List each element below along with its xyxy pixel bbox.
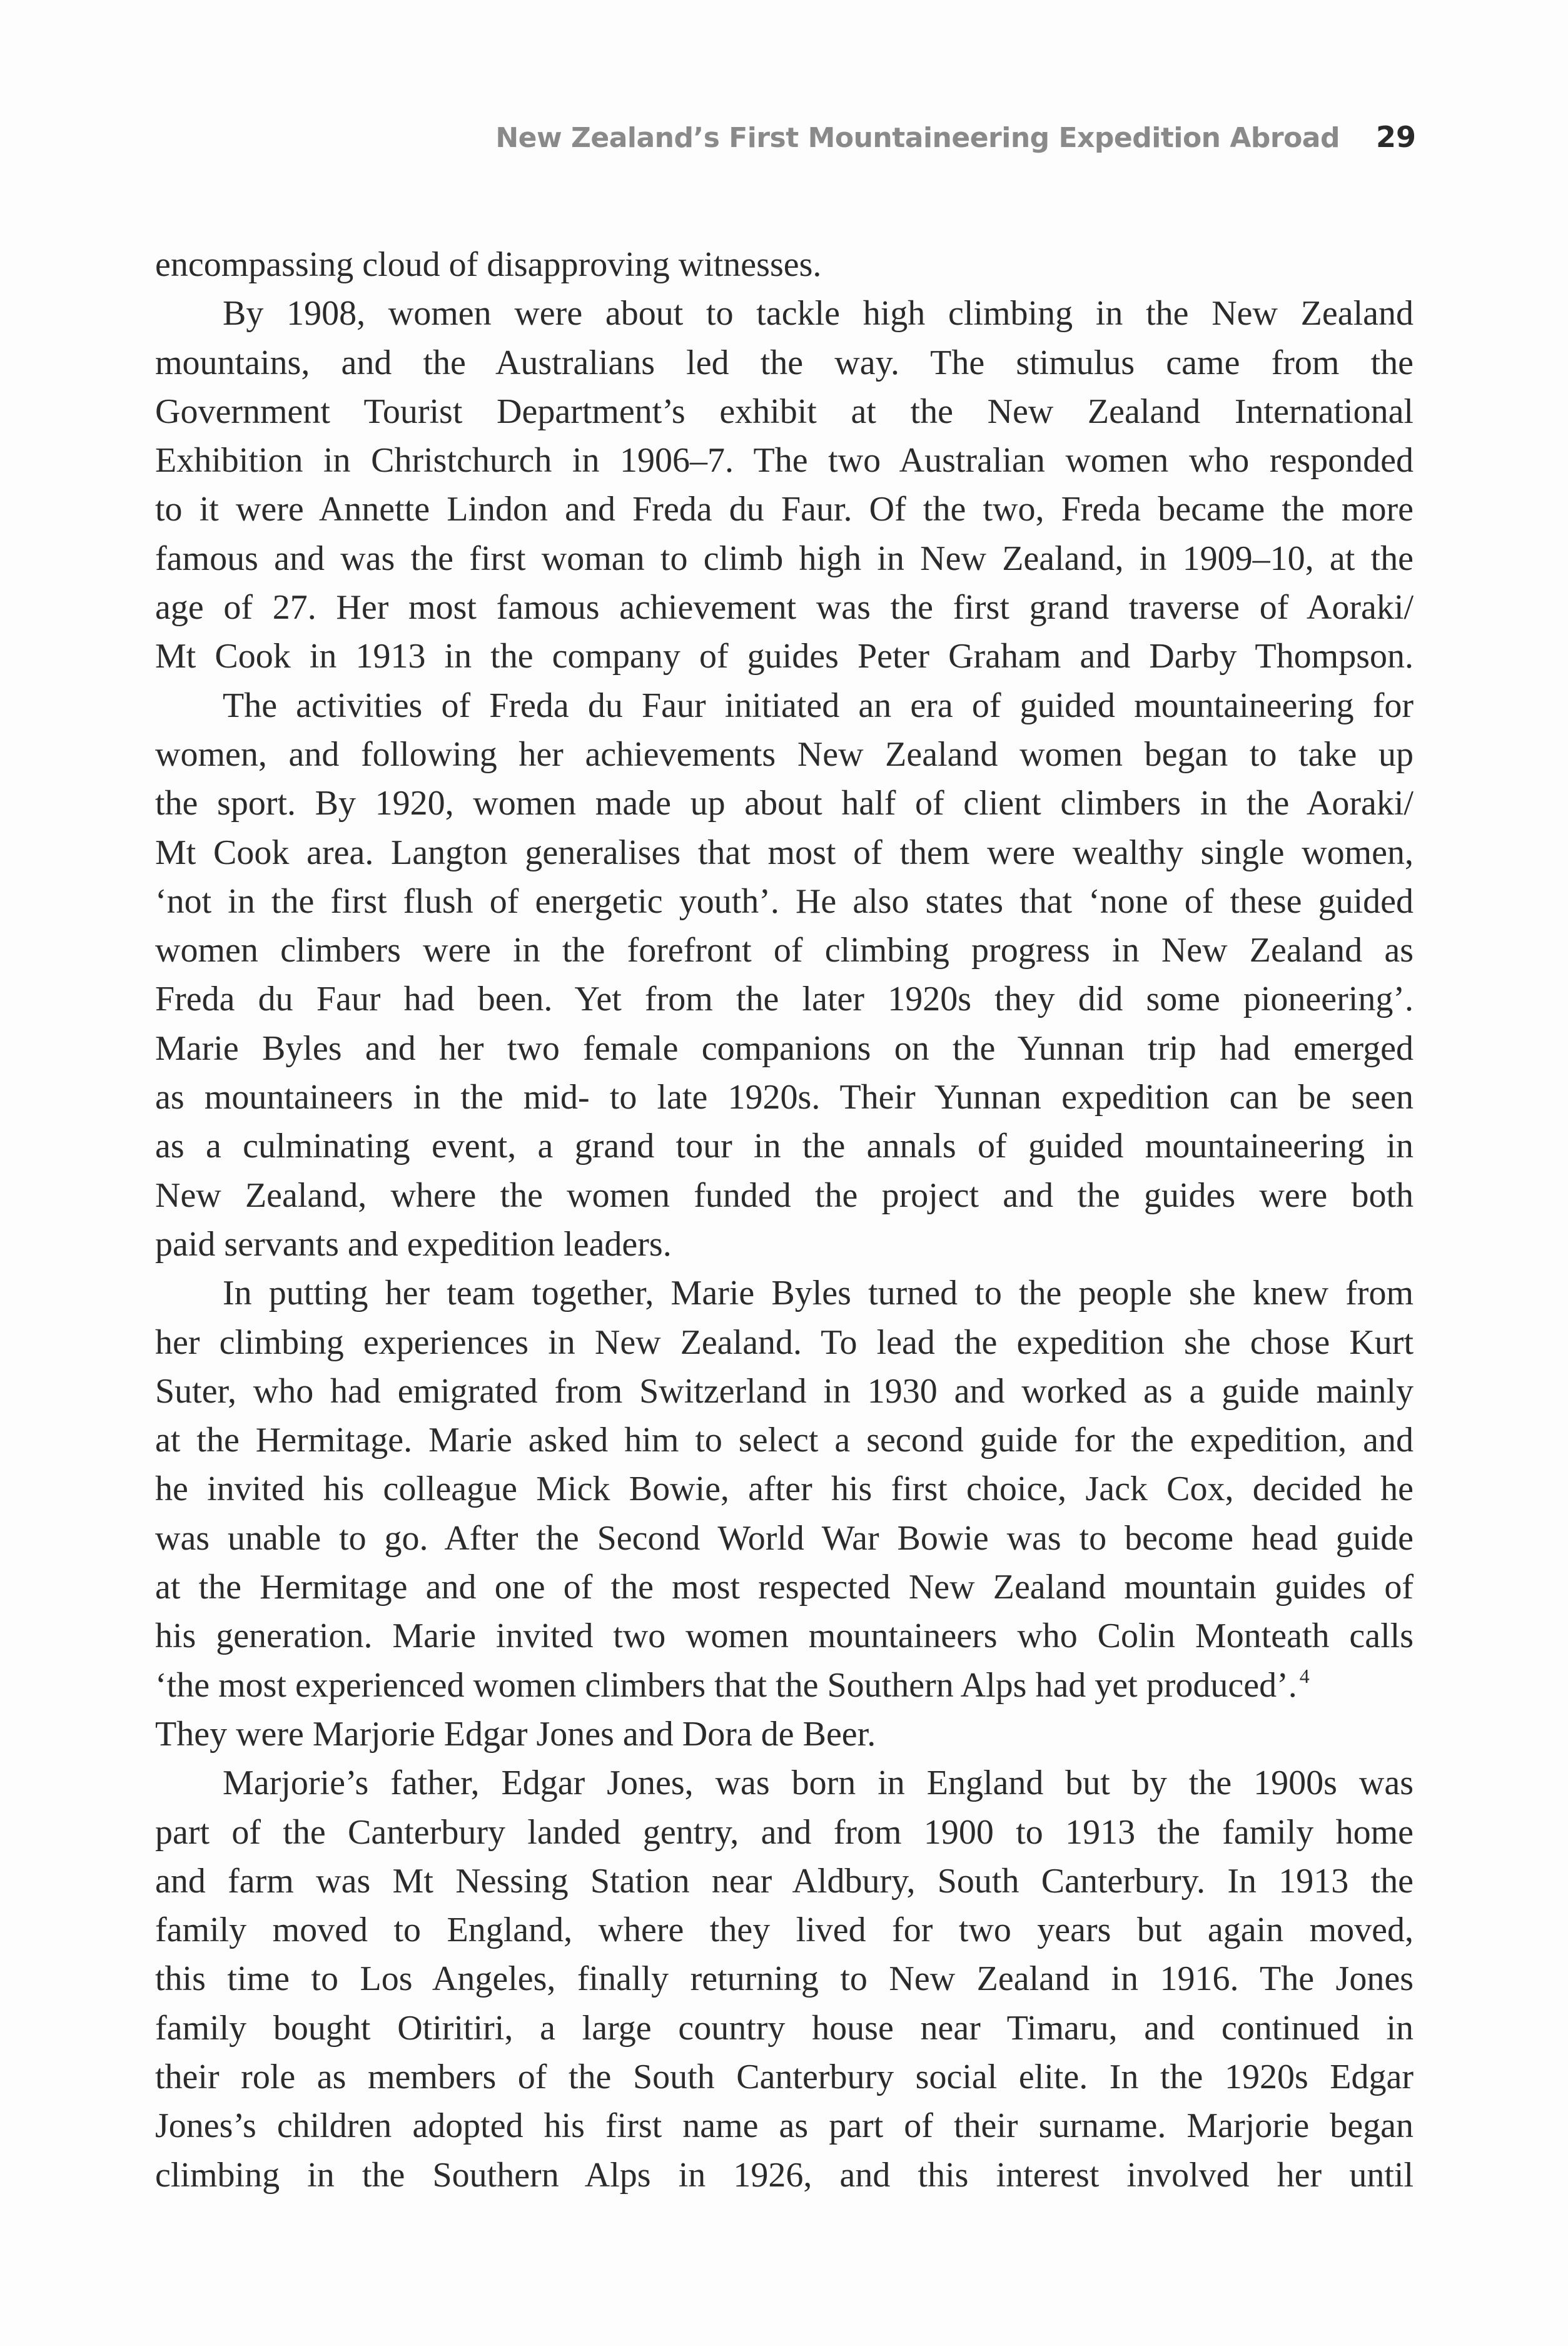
text-line: Mt Cook area. Langton generalises that most of them were wealthy single women, <box>155 833 1414 872</box>
text-line: Government Tourist Department’s exhibit at the New Zealand International <box>155 392 1414 431</box>
paragraph <box>155 681 1414 1269</box>
footnote-marker[interactable]: 4 <box>1299 1664 1310 1687</box>
running-head-title: New Zealand’s First Mountaineering Expedition Abroad <box>495 122 1340 154</box>
text-line: mountains, and the Australians led the way. The stimulus came from the <box>155 343 1414 382</box>
text-line: age of 27. Her most famous achievement was the first grand traverse of Aoraki/ <box>155 588 1414 627</box>
text-line: family bought Otiritiri, a large country house near Timaru, and continued in <box>155 2008 1414 2048</box>
text-line: and farm was Mt Nessing Station near Aldbury, South Canterbury. In 1913 the <box>155 1861 1414 1901</box>
text-line: at the Hermitage and one of the most respected New Zealand mountain guides of <box>155 1568 1414 1607</box>
text-line: In putting her team together, Marie Byles turned to the people she knew from <box>223 1274 1414 1313</box>
page-number: 29 <box>1375 120 1416 154</box>
text-line: Exhibition in Christchurch in 1906–7. The two Australian women who responded <box>155 441 1414 480</box>
text-line: paid servants and expedition leaders. <box>155 1224 672 1264</box>
paragraph <box>155 240 1414 289</box>
text-line: as mountaineers in the mid- to late 1920s. Their Yunnan expedition can be seen <box>155 1078 1414 1117</box>
text-line: ‘the most experienced women climbers that the Southern Alps had yet produced’. <box>155 1665 1297 1705</box>
text-line: his generation. Marie invited two women mountaineers who Colin Monteath calls <box>155 1617 1414 1656</box>
text-line: They were Marjorie Edgar Jones and Dora de Beer. <box>155 1714 876 1754</box>
paragraph <box>155 1759 1414 2200</box>
text-line: climbing in the Southern Alps in 1926, and this interest involved her until <box>155 2155 1414 2195</box>
text-line: as a culminating event, a grand tour in the annals of guided mountaineering in <box>155 1127 1414 1166</box>
text-line-with-footnote <box>155 1661 1414 1710</box>
text-line: ‘not in the first flush of energetic youth’. He also states that ‘none of these guided <box>155 881 1414 921</box>
text-line: Suter, who had emigrated from Switzerland in 1930 and worked as a guide mainly <box>155 1371 1414 1411</box>
text-line: Marjorie’s father, Edgar Jones, was born in England but by the 1900s was <box>223 1764 1414 1803</box>
text-line: part of the Canterbury landed gentry, and from 1900 to 1913 the family home <box>155 1812 1414 1852</box>
text-line: By 1908, women were about to tackle high climbing in the New Zealand <box>223 294 1414 333</box>
text-line: women, and following her achievements New Zealand women began to take up <box>155 734 1414 774</box>
text-line: this time to Los Angeles, finally returning to New Zealand in 1916. The Jones <box>155 1959 1414 1999</box>
text-line: Mt Cook in 1913 in the company of guides Peter Graham and Darby Thompson. <box>155 637 1414 676</box>
text-line: he invited his colleague Mick Bowie, after his first choice, Jack Cox, decided he <box>155 1470 1414 1509</box>
text-line: at the Hermitage. Marie asked him to select a second guide for the expedition, and <box>155 1421 1414 1460</box>
running-head <box>495 120 1416 154</box>
text-line: The activities of Freda du Faur initiated an era of guided mountaineering for <box>223 686 1414 725</box>
text-line: to it were Annette Lindon and Freda du Faur. Of the two, Freda became the more <box>155 490 1414 529</box>
paragraph <box>155 289 1414 681</box>
text-line: New Zealand, where the women funded the project and the guides were both <box>155 1176 1414 1215</box>
body-text <box>155 240 1414 2200</box>
paragraph <box>155 1269 1414 1759</box>
text-line: encompassing cloud of disapproving witnesses. <box>155 245 822 284</box>
text-line: the sport. By 1920, women made up about half of client climbers in the Aoraki/ <box>155 784 1414 823</box>
text-line: Jones’s children adopted his first name as part of their surname. Marjorie began <box>155 2106 1414 2146</box>
text-line: family moved to England, where they lived for two years but again moved, <box>155 1911 1414 1950</box>
text-line: was unable to go. After the Second World War Bowie was to become head guide <box>155 1518 1414 1558</box>
text-line: her climbing experiences in New Zealand. To lead the expedition she chose Kurt <box>155 1323 1414 1362</box>
text-line: famous and was the first woman to climb high in New Zealand, in 1909–10, at the <box>155 539 1414 578</box>
text-line: Marie Byles and her two female companions on the Yunnan trip had emerged <box>155 1028 1414 1068</box>
text-line: their role as members of the South Canterbury social elite. In the 1920s Edgar <box>155 2057 1414 2096</box>
text-line: women climbers were in the forefront of climbing progress in New Zealand as <box>155 931 1414 970</box>
text-line: Freda du Faur had been. Yet from the later 1920s they did some pioneering’. <box>155 980 1414 1019</box>
